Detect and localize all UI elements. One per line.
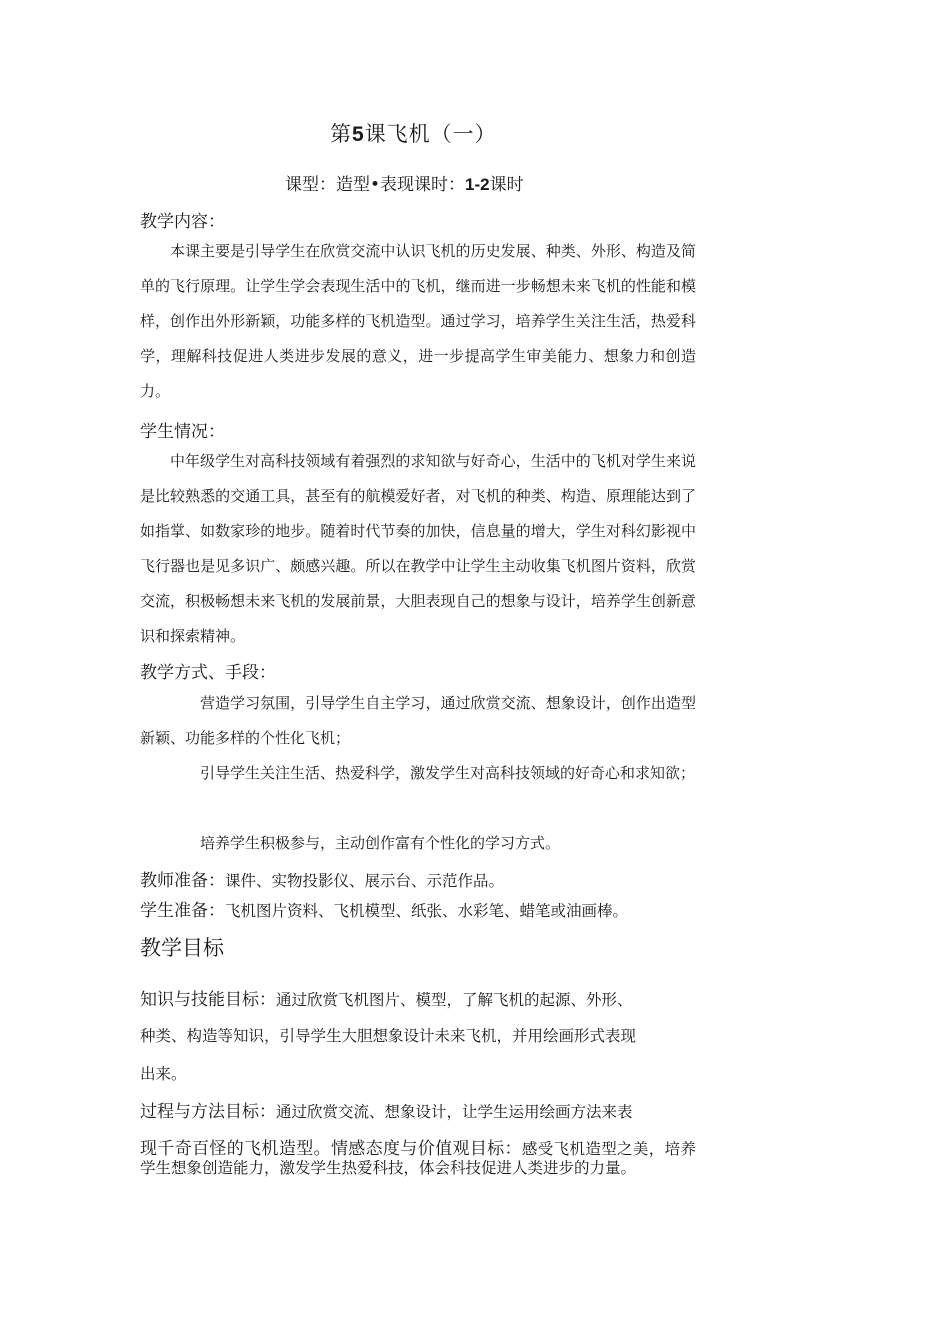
teaching-content-text: 本课主要是引导学生在欣赏交流中认识飞机的历史发展、种类、外形、构造及简单的飞行原理。让学生学会表现生活中的飞机，继而进一步畅想未来飞机的性能和模样，创作出外形新颖，功能多样的飞机造型。通过学习，培养学生关注生活，热爱科学，理解科技促进人类进步发展的意义，进一步提高学生审美能力、想象力和创造力。 [140, 242, 696, 400]
method-item-2: 引导学生关注生活、热爱科学，激发学生对高科技领域的好奇心和求知欲； [200, 764, 696, 782]
method-item-3: 培养学生积极参与，主动创作富有个性化的学习方式。 [200, 834, 561, 852]
title-prefix: 第 [330, 122, 352, 146]
lesson-subtitle [285, 170, 524, 195]
student-situation-heading: 学生情况： [140, 422, 225, 442]
page-title [330, 118, 530, 148]
title-suffix: 课飞机（一） [364, 122, 497, 146]
subtitle-hours: 1-2 [465, 175, 490, 194]
process-goal-label: 过程与方法目标： [140, 1102, 276, 1122]
subtitle-type: 课型：造型•表现课时： [285, 175, 466, 195]
teacher-prep-label: 教师准备： [140, 871, 225, 891]
knowledge-goal-text1: 通过欣赏飞机图片、模型，了解飞机的起源、外形、 [276, 991, 633, 1009]
title-number: 5 [352, 123, 365, 146]
process-goal-text2: 现千奇百怪的飞机造型。 [140, 1139, 331, 1159]
knowledge-goal-line1 [140, 985, 696, 1010]
knowledge-goal-label: 知识与技能目标： [140, 990, 276, 1010]
knowledge-goal-line2: 种类、构造等知识，引导学生大胆想象设计未来飞机，并用绘画形式表现 [140, 1027, 637, 1045]
student-prep-text: 飞机图片资料、飞机模型、纸张、水彩笔、蜡笔或油画棒。 [225, 902, 629, 920]
student-situation-text: 中年级学生对高科技领域有着强烈的求知欲与好奇心，生活中的飞机对学生来说是比较熟悉的交通工具，甚至有的航模爱好者，对飞机的种类、构造、原理能达到了如指掌、如数家珍的地步。随着时代节奏的加快，信息量的增大，学生对科幻影视中飞行器也是见多识广、颇感兴趣。所以在教学中让学生主动收集飞机图片资料，欣赏交流，积极畅想未来飞机的发展前景，大胆表现自己的想象与设计，培养学生创新意识和探索精神。 [140, 452, 696, 645]
knowledge-goal-line3: 出来。 [140, 1065, 187, 1083]
process-goal-text1: 通过欣赏交流、想象设计，让学生运用绘画方法来表 [276, 1103, 633, 1121]
student-prep [140, 896, 628, 921]
method-item-1: 营造学习氛围，引导学生自主学习，通过欣赏交流、想象设计，创作出造型新颖、功能多样的个性化飞机； [140, 694, 696, 747]
methods-heading: 教学方式、手段： [140, 663, 276, 683]
student-prep-label: 学生准备： [140, 901, 225, 921]
teaching-content-heading: 教学内容： [140, 212, 225, 232]
teacher-prep [140, 866, 504, 891]
emotion-goal-label: 情感态度与价值观目标： [330, 1139, 522, 1159]
goals-heading: 教学目标 [140, 936, 224, 960]
emotion-goal-text: 感受飞机造型之美，培养学生想象创造能力，激发学生热爱科技，体会科技促进人类进步的力量。 [140, 1140, 696, 1177]
teacher-prep-text: 课件、实物投影仪、展示台、示范作品。 [225, 872, 505, 890]
process-emotion-block [140, 1140, 696, 1178]
subtitle-hours-unit: 课时 [489, 175, 524, 195]
process-goal-line1 [140, 1097, 696, 1122]
